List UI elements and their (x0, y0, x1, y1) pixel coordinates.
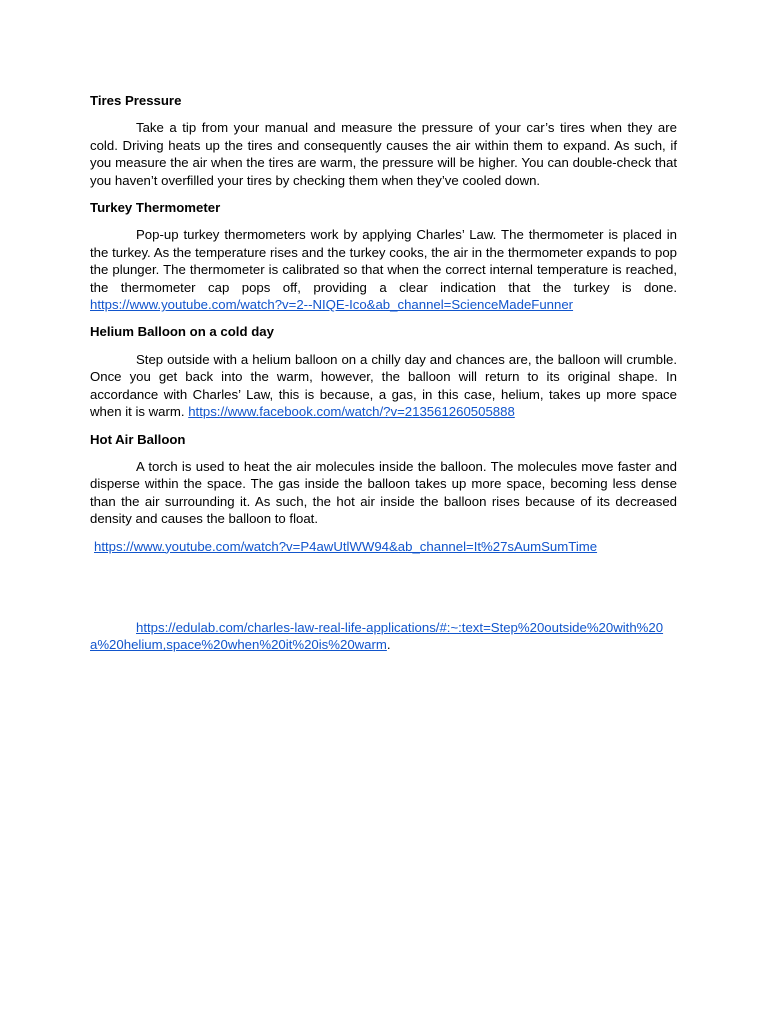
reference-line (90, 619, 677, 654)
heading-tires-pressure: Tires Pressure (90, 93, 182, 108)
paragraph-tires-pressure: Take a tip from your manual and measure the pressure of your car’s tires when they are cold. Driving heats up the tires and consequently causes the air within them to expand. As such, if you measure the air when the tires are warm, the pressure will be higher. You can double-check that you haven’t overfilled your tires by checking them when they’ve cooled down. (90, 120, 677, 188)
turkey-body-text: Pop-up turkey thermometers work by applying Charles’ Law. The thermometer is placed in the turkey. As the temperature rises and the turkey cooks, the air in the thermometer expands to pop the plunger. The thermometer is calibrated so that when the correct internal temperature is reached, the thermometer cap pops off, providing a clear indication that the turkey is done. (90, 227, 677, 295)
helium-body-text: Step outside with a helium balloon on a chilly day and chances are, the balloon will crumble. Once you get back into the warm, however, the balloon will return to its original shape. In accordance with Charles’ Law, this is because, a gas, in this case, helium, takes up more space when it is warm. (90, 351, 677, 420)
heading-turkey-thermometer: Turkey Thermometer (90, 200, 221, 216)
blank-space (90, 555, 677, 619)
reference-trailing-period: . (386, 637, 391, 653)
heading-hot-air-balloon: Hot Air Balloon (90, 431, 186, 447)
paragraph-turkey-thermometer (90, 226, 677, 313)
document-content (90, 92, 677, 654)
hot-air-link-line (94, 538, 677, 555)
hot-air-youtube-link[interactable]: https://www.youtube.com/watch?v=P4awUtlWW94&ab_channel=It%27sAumSumTime (94, 538, 598, 554)
paragraph-helium-balloon (90, 351, 677, 421)
heading-helium-balloon: Helium Balloon on a cold day (90, 324, 274, 340)
turkey-youtube-link[interactable]: https://www.youtube.com/watch?v=2--NIQE-Ico&ab_channel=ScienceMadeFunner (90, 297, 574, 313)
helium-facebook-link[interactable]: https://www.facebook.com/watch/?v=213561260505888 (188, 404, 515, 420)
paragraph-hot-air-balloon: A torch is used to heat the air molecules inside the balloon. The molecules move faster and disperse within the space. The gas inside the balloon takes up more space, becoming less dense than the air surrounding it. As such, the hot air inside the balloon rises because of its decreased density and causes the balloon to float. (90, 458, 677, 527)
edulab-reference-link[interactable]: https://edulab.com/charles-law-real-life-applications/#:~:text=Step%20outside%20with%20a%20helium,space%20when%20it%20is%20warm (90, 619, 664, 653)
